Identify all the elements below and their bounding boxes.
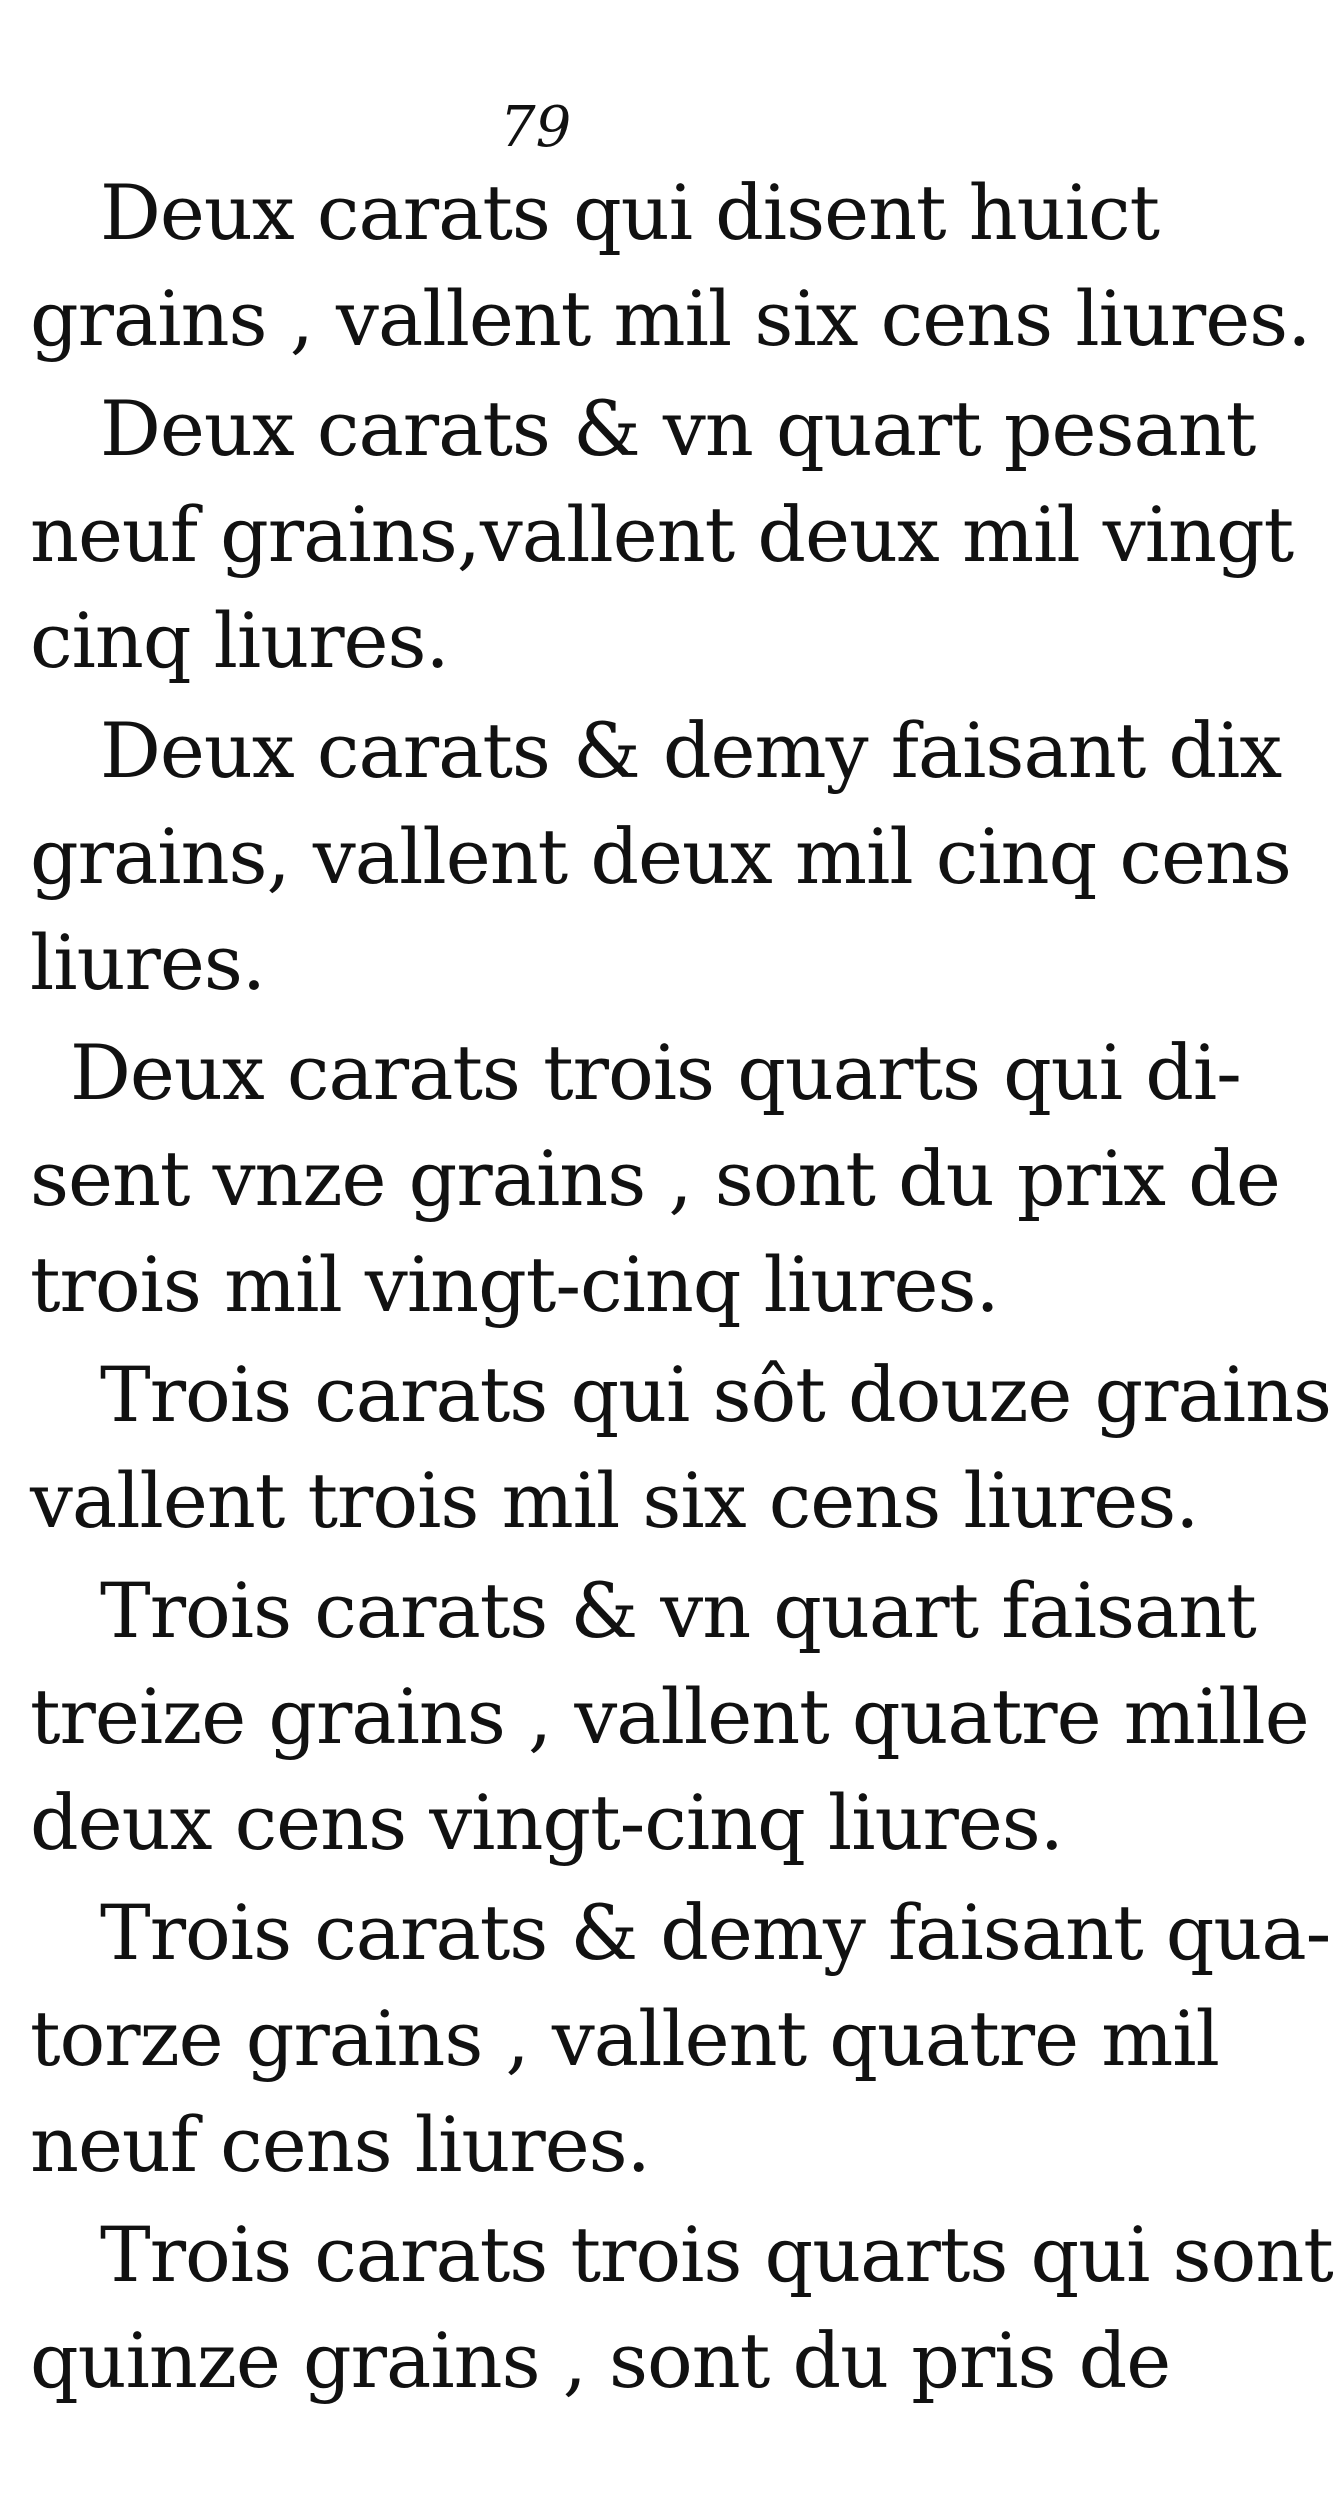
text-line: Deux carats & vn quart pesant (100, 384, 1256, 473)
text-line: Deux carats & demy faisant dix (100, 706, 1282, 795)
text-line: Deux carats trois quarts qui di- (70, 1028, 1241, 1117)
text-line: Deux carats qui disent huict (100, 168, 1160, 257)
page-number: 79 (500, 95, 572, 160)
text-line: sent vnze grains , sont du prix de (30, 1134, 1280, 1223)
text-line: Trois carats & vn quart faisant (100, 1566, 1256, 1655)
text-line: vallent trois mil six cens liures. (30, 1456, 1199, 1545)
text-line: trois mil vingt-cinq liures. (30, 1240, 999, 1329)
text-line: quinze grains , sont du pris de (30, 2316, 1171, 2405)
text-line: treize grains , vallent quatre mille (30, 1672, 1309, 1761)
text-line: Trois carats trois quarts qui sont (100, 2210, 1333, 2299)
text-line: neuf grains,vallent deux mil vingt (30, 490, 1294, 579)
text-line: Trois carats qui sôt douze grains (100, 1350, 1332, 1439)
text-line: torze grains , vallent quatre mil (30, 1994, 1219, 2083)
text-line: grains, vallent deux mil cinq cens (30, 812, 1291, 901)
text-line: Trois carats & demy faisant qua- (100, 1888, 1331, 1977)
text-line: deux cens vingt-cinq liures. (30, 1778, 1063, 1867)
text-line: liures. (30, 918, 266, 1007)
page-text (30, 160, 1333, 2414)
text-line: grains , vallent mil six cens liures. (30, 274, 1311, 363)
text-line: cinq liures. (30, 596, 449, 685)
text-line: neuf cens liures. (30, 2100, 650, 2189)
